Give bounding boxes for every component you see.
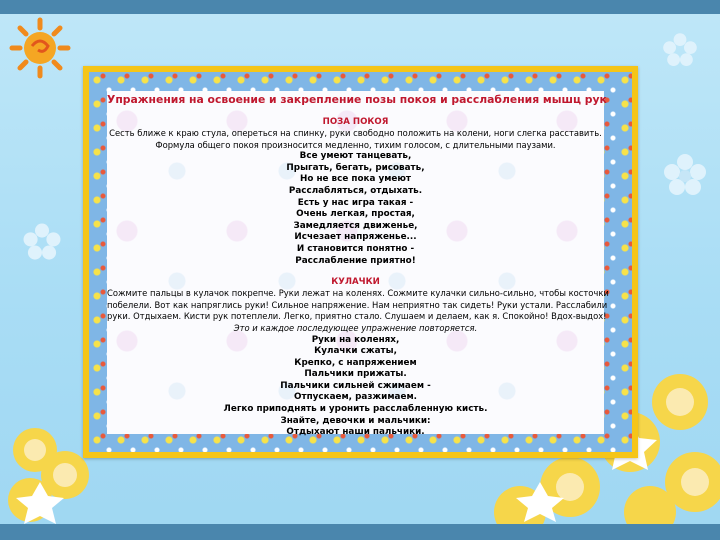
poem-line: Но не все пока умеют — [299, 174, 412, 185]
poem-line: Крепко, с напряжением — [294, 357, 417, 368]
poem-line: Руки на коленях, — [311, 334, 400, 345]
repeat-note: Это и каждое последующее упражнение повторяется. — [233, 322, 478, 333]
poem-line: Замедляется движенье, — [293, 220, 418, 231]
bottom-bar — [0, 524, 720, 540]
poem-line: Расслабляться, отдыхать. — [288, 185, 423, 196]
section-heading-poza-pokoya: ПОЗА ПОКОЯ — [322, 117, 389, 127]
instruction-line: руки. Отдыхаем. Кисти рук потеплели. Легко, приятно стало. Слушаем и делаем, как я. Спокойно! Вдох-выдох! — [107, 311, 607, 322]
poem-line: Отдыхают наши пальчики. — [286, 427, 425, 438]
flower-icon — [660, 150, 710, 200]
poem-line: Легко приподнять и уронить расслабленную кисть. — [223, 404, 488, 415]
poem-line: Исчезает напряженье... — [294, 232, 417, 243]
instruction-line: Сожмите пальцы в кулачок покрепче. Руки лежат на коленях. Сожмите кулачки сильно-сильно, чтобы косточки — [107, 288, 609, 299]
poem-line: Отпускаем, разжимаем. — [294, 392, 417, 403]
poem-line: Знайте, девочки и мальчики: — [280, 415, 431, 426]
poem-line: Все умеют танцевать, — [299, 151, 412, 162]
poem-line: Прыгать, бегать, рисовать, — [286, 162, 425, 173]
page-title: Упражнения на освоение и закрепление позы покоя и расслабления мышц рук — [107, 93, 607, 106]
document-paper — [107, 91, 609, 438]
sun-icon — [8, 16, 72, 80]
flower-icon — [660, 30, 700, 70]
section-heading-kulachki: КУЛАЧКИ — [331, 277, 380, 288]
instruction-line: Сесть ближе к краю стула, опереться на спинку, руки свободно положить на колени, ноги слегка расставить. — [109, 128, 602, 138]
flower-icon — [20, 220, 64, 264]
poem-line: Расслабление приятно! — [295, 255, 416, 266]
document-frame — [83, 66, 638, 458]
document-text — [107, 91, 609, 439]
poem-line: И становится понятно - — [296, 243, 415, 254]
instruction-line: побелели. Вот как напряглись руки! Сильное напряжение. Нам неприятно так сидеть! Руки устали. Расслабили — [107, 299, 608, 310]
poem-line: Пальчики сильней сжимаем - — [280, 380, 431, 391]
top-bar — [0, 0, 720, 14]
poem-line: Есть у нас игра такая - — [297, 197, 414, 208]
poem-line: Кулачки сжаты, — [314, 346, 397, 357]
instruction-line: Формула общего покоя произносится медленно, тихим голосом, с длительными паузами. — [155, 139, 556, 150]
poem-line: Пальчики прижаты. — [304, 369, 407, 380]
poem-line: Очень легкая, простая, — [296, 209, 415, 220]
